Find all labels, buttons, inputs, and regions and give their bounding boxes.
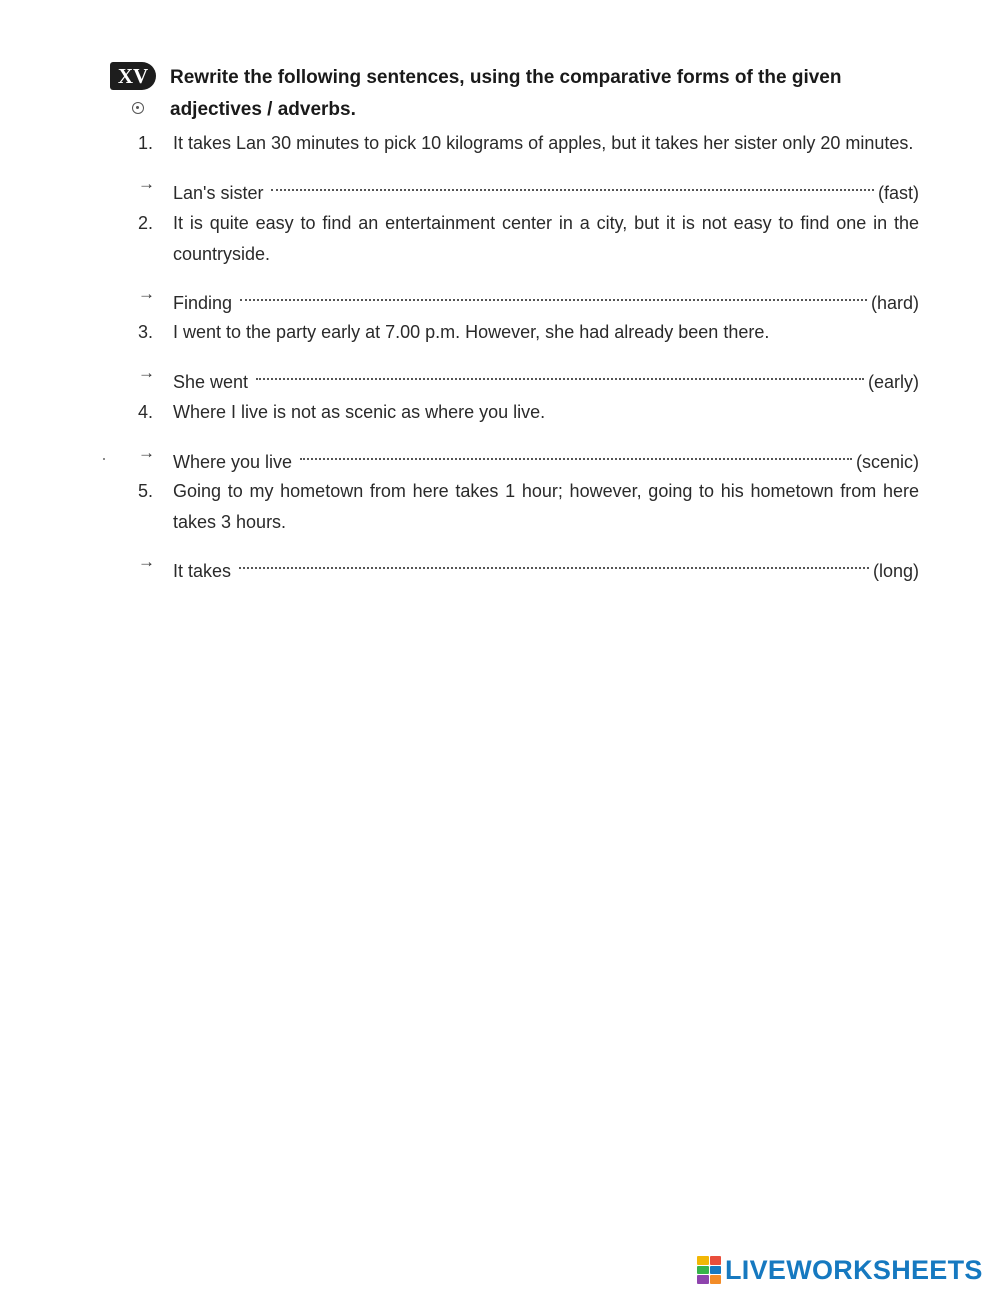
answer-blank[interactable] (300, 437, 852, 468)
answer-lead: She went (173, 372, 249, 392)
arrow-icon: → (138, 443, 155, 462)
stray-mark (103, 458, 105, 460)
audio-icon[interactable] (132, 102, 144, 114)
liveworksheets-logo-icon (697, 1256, 721, 1284)
exercise-number: 4. (138, 402, 154, 422)
answer-lead: Finding (173, 293, 233, 313)
arrow-icon: → (138, 284, 155, 303)
answer-lead: It takes (173, 561, 232, 581)
exercise-sentence: It takes Lan 30 minutes to pick 10 kilograms of apples, but it takes her sister only 20 minutes. (173, 133, 914, 153)
answer-hint: (scenic) (855, 452, 919, 472)
arrow-icon: → (138, 174, 155, 193)
answer-blank[interactable] (240, 278, 867, 309)
arrow-icon: → (138, 552, 155, 571)
answer-blank[interactable] (239, 546, 869, 577)
exercise-sentence: It is quite easy to find an entertainment center in a city, but it is not easy to find one in the countryside. (173, 213, 919, 264)
answer-lead: Where you live (173, 452, 293, 472)
arrow-icon: → (138, 363, 155, 382)
exercise-sentence: Going to my hometown from here takes 1 hour; however, going to his hometown from here takes 3 hours. (173, 481, 919, 532)
liveworksheets-logo[interactable] (697, 1254, 983, 1286)
exercise-number: 1. (138, 133, 154, 153)
answer-blank[interactable] (271, 168, 874, 199)
exercise-sentence: Where I live is not as scenic as where you live. (173, 402, 546, 422)
answer-lead: Lan's sister (173, 183, 264, 203)
answer-hint: (early) (867, 372, 919, 392)
exercise-number: 3. (138, 322, 154, 342)
answer-hint: (hard) (870, 293, 919, 313)
exercise-number: 5. (138, 481, 154, 501)
answer-hint: (long) (872, 561, 919, 581)
exercise-sentence: I went to the party early at 7.00 p.m. However, she had already been there. (173, 322, 770, 342)
logo-text: LIVEWORKSHEETS (725, 1254, 983, 1285)
answer-blank[interactable] (256, 357, 864, 388)
section-badge: XV (110, 62, 156, 90)
section-instruction: Rewrite the following sentences, using the comparative forms of the given adjectives / adverbs. (170, 67, 842, 120)
answer-hint: (fast) (877, 183, 919, 203)
exercise-number: 2. (138, 213, 154, 233)
